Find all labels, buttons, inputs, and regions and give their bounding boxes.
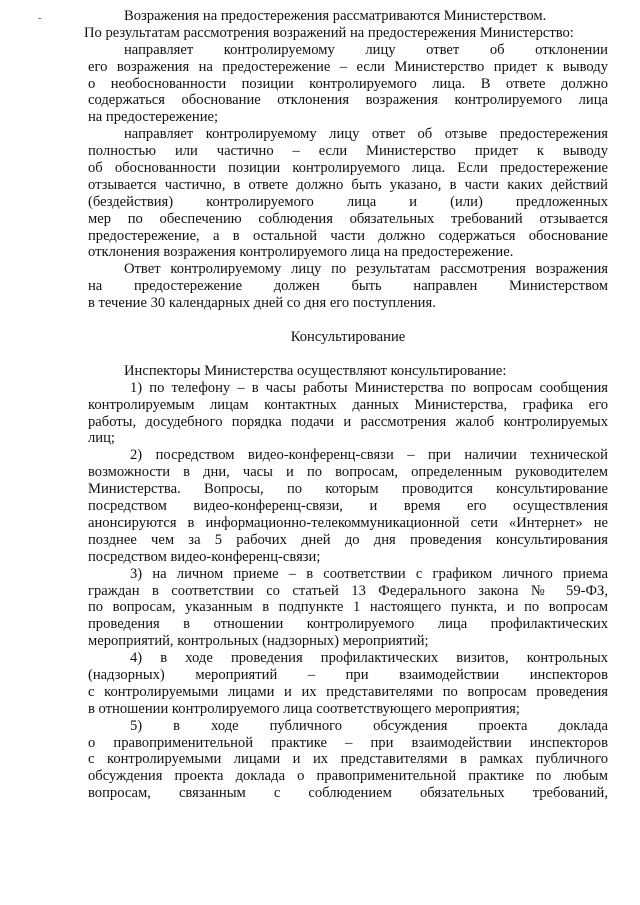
section-title: Консультирование <box>290 329 406 346</box>
paragraph-line: Инспекторы Министерства осуществляют консультирование: <box>124 362 507 379</box>
paragraph-line: отзывается частично, в ответе должно быть указано, в части каких действий <box>88 176 608 193</box>
paragraph-line: его возражения на предостережение – если Министерство придет к выводу <box>88 58 608 75</box>
paragraph-line: Ответ контролируемому лицу по результатам рассмотрения возражения <box>124 261 608 278</box>
paragraph-line: посредством видео-конференц-связи, и время его осуществления <box>88 498 608 515</box>
paragraph-line: в отношении контролируемого лица соответствующего мероприятия; <box>88 700 520 717</box>
paragraph-line: в течение 30 календарных дней со дня его поступления. <box>88 295 436 312</box>
paragraph-line: направляет контролируемому лицу ответ об отзыве предостережения <box>124 126 608 143</box>
paragraph-line: содержаться обоснование отклонения возражения контролируемого лица <box>88 92 608 109</box>
paragraph-line: по вопросам, указанным в подпункте 1 настоящего пункта, и по вопросам <box>88 599 608 616</box>
paragraph-line: Возражения на предостережения рассматриваются Министерством. <box>124 8 547 24</box>
paragraph-line: работы, досудебного порядка подачи и рассмотрения жалоб контролируемых <box>88 413 608 430</box>
list-item-2: 2) посредством видео-конференц-связи – при наличии технической <box>130 447 608 464</box>
paragraph-line: с контролируемыми лицами и их представителями в рамках публичного <box>88 751 608 768</box>
section-gap <box>88 312 608 329</box>
paragraph-line: полностью или частично – если Министерство придет к выводу <box>88 143 608 160</box>
paragraph-line: Министерства. Вопросы, по которым проводится консультирование <box>88 481 608 498</box>
paragraph-line: на предостережение должен быть направлен Министерством <box>88 278 608 295</box>
paragraph-line: граждан в соответствии со статьей 13 Федерального закона № 59-ФЗ, <box>88 582 608 599</box>
paragraph-line: контролируемым лицам контактных данных Министерства, графика его <box>88 396 608 413</box>
paragraph-line: позднее чем за 5 рабочих дней до дня проведения консультирования <box>88 531 608 548</box>
paragraph-line: о правоприменительной практике – при взаимодействии инспекторов <box>88 734 608 751</box>
corner-mark: - <box>38 12 42 24</box>
section-gap <box>88 346 608 363</box>
paragraph-line: вопросам, связанным с соблюдением обязательных требований, <box>88 785 608 802</box>
paragraph-line: обсуждения проекта доклада о правоприменительной практике по любым <box>88 768 608 785</box>
list-item-4: 4) в ходе проведения профилактических визитов, контрольных <box>130 650 608 667</box>
paragraph-line: (бездействия) контролируемого лица и (или) предложенных <box>88 193 608 210</box>
paragraph-line: на предостережение; <box>88 109 219 126</box>
paragraph-line: анонсируются в информационно-телекоммуникационной сети «Интернет» не <box>88 514 608 531</box>
paragraph-line: с контролируемыми лицами и их представителями по вопросам проведения <box>88 683 608 700</box>
paragraph-line: отклонения возражения контролируемого лица на предостережение. <box>88 244 514 261</box>
paragraph-line: посредством видео-конференц-связи; <box>88 548 321 565</box>
paragraph-line: о необоснованности позиции контролируемого лица. В ответе должно <box>88 75 608 92</box>
paragraph-line: возможности в дни, часы и по вопросам, определенным руководителем <box>88 464 608 481</box>
paragraph-line: По результатам рассмотрения возражений на предостережения Министерство: <box>84 24 574 41</box>
paragraph-line: об обоснованности позиции контролируемого лица. Если предостережение <box>88 160 608 177</box>
list-item-1: 1) по телефону – в часы работы Министерства по вопросам сообщения <box>130 379 608 396</box>
paragraph-line: предостережение, а в остальной части должно содержаться обоснование <box>88 227 608 244</box>
paragraph-line: направляет контролируемому лицу ответ об отклонении <box>124 41 608 58</box>
list-item-5: 5) в ходе публичного обсуждения проекта доклада <box>130 717 608 734</box>
paragraph-line: лиц; <box>88 430 115 447</box>
list-item-3: 3) на личном приеме – в соответствии с графиком личного приема <box>130 565 608 582</box>
top-spacer <box>88 0 608 8</box>
paragraph-line: (надзорных) мероприятий – при взаимодействии инспекторов <box>88 666 608 683</box>
paragraph-line: мероприятий, контрольных (надзорных) мероприятий; <box>88 633 429 650</box>
paragraph-line: проведения в отношении контролируемого лица профилактических <box>88 616 608 633</box>
paragraph-line: мер по обеспечению соблюдения обязательных требований отзывается <box>88 210 608 227</box>
